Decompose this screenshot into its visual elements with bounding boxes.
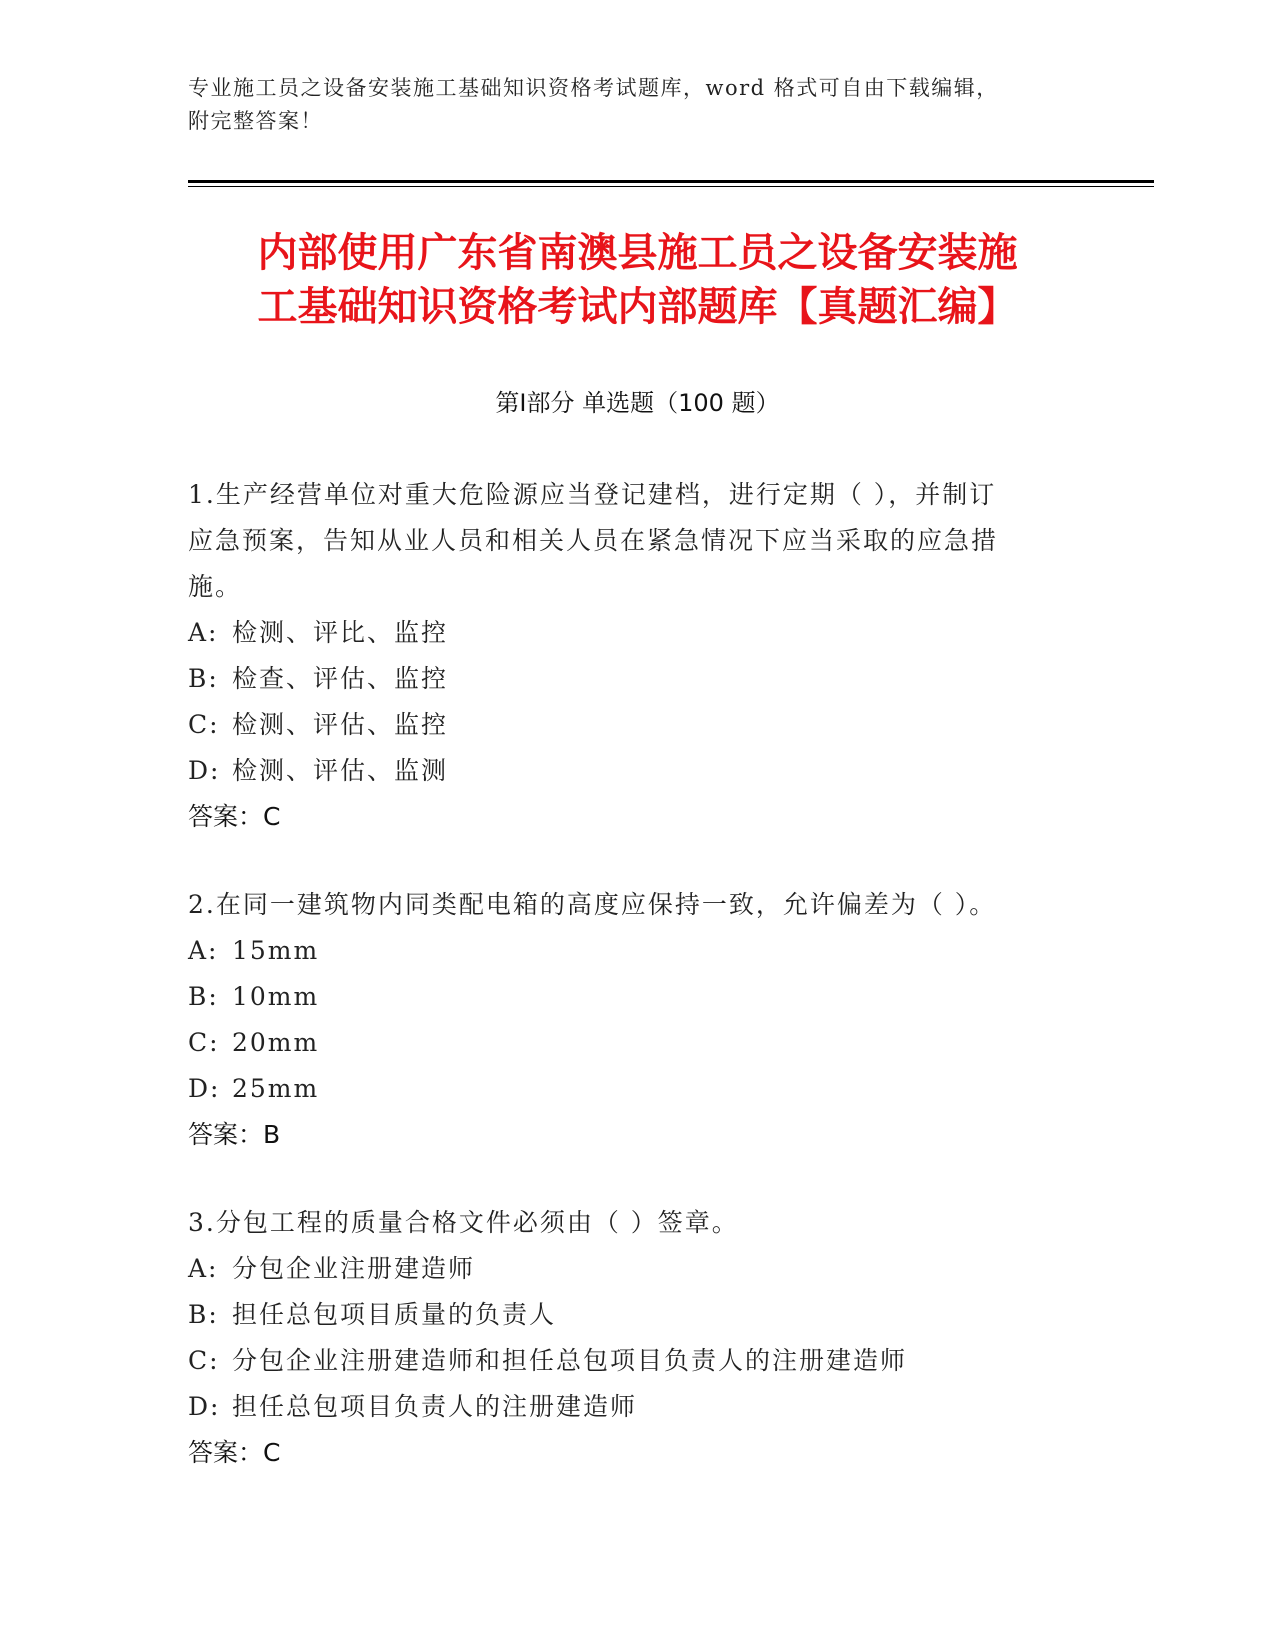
question-item — [188, 882, 1088, 1158]
option-b — [188, 974, 1088, 1020]
option-text: 检测、评估、监控 — [232, 710, 449, 739]
option-letter: D: — [188, 756, 221, 785]
option-text: 10mm — [232, 982, 320, 1011]
header-divider-thin — [188, 186, 1154, 187]
header-note-line: 附完整答案！ — [188, 109, 323, 133]
option-text: 分包企业注册建造师 — [232, 1254, 476, 1283]
option-d — [188, 1066, 1088, 1112]
option-text: 25mm — [232, 1074, 320, 1103]
question-stem-line: 施。 — [188, 572, 243, 601]
option-text: 15mm — [232, 936, 320, 965]
question-stem-line: 3.分包工程的质量合格文件必须由（ ）签章。 — [188, 1208, 739, 1237]
option-a — [188, 1246, 1088, 1292]
option-d — [188, 748, 1088, 794]
option-text: 检测、评比、监控 — [232, 618, 449, 647]
answer-line: 答案：C — [188, 802, 281, 831]
question-item — [188, 1200, 1088, 1476]
option-a — [188, 610, 1088, 656]
option-b — [188, 656, 1088, 702]
document-title — [0, 226, 1275, 334]
document-title-line: 内部使用广东省南澳县施工员之设备安装施 — [257, 230, 1018, 276]
question-stem-line: 1.生产经营单位对重大危险源应当登记建档，进行定期（ ），并制订 — [188, 480, 997, 509]
option-text: 担任总包项目负责人的注册建造师 — [232, 1392, 638, 1421]
answer-line: 答案：C — [188, 1438, 281, 1467]
question-stem-line: 应急预案，告知从业人员和相关人员在紧急情况下应当采取的应急措 — [188, 526, 999, 555]
document-title-line: 工基础知识资格考试内部题库【真题汇编】 — [257, 284, 1018, 330]
option-letter: A: — [188, 936, 219, 965]
option-a — [188, 928, 1088, 974]
option-letter: D: — [188, 1392, 221, 1421]
section-title: 第Ⅰ部分 单选题（100 题） — [495, 389, 780, 417]
answer-line: 答案：B — [188, 1120, 281, 1149]
option-d — [188, 1384, 1088, 1430]
option-letter: C: — [188, 1028, 220, 1057]
question-stem-line: 2.在同一建筑物内同类配电箱的高度应保持一致，允许偏差为（ ）。 — [188, 890, 997, 919]
option-letter: C: — [188, 710, 220, 739]
header-note — [188, 72, 1088, 138]
header-divider-thick — [188, 180, 1154, 183]
option-letter: B: — [188, 1300, 219, 1329]
option-letter: A: — [188, 1254, 219, 1283]
option-text: 检查、评估、监控 — [232, 664, 449, 693]
option-text: 检测、评估、监测 — [232, 756, 449, 785]
option-text: 20mm — [232, 1028, 320, 1057]
option-letter: C: — [188, 1346, 220, 1375]
option-letter: A: — [188, 618, 219, 647]
question-list — [188, 472, 1088, 1518]
question-item — [188, 472, 1088, 840]
option-letter: D: — [188, 1074, 221, 1103]
option-letter: B: — [188, 664, 219, 693]
option-c — [188, 702, 1088, 748]
option-b — [188, 1292, 1088, 1338]
option-c — [188, 1338, 1088, 1384]
header-note-line: 专业施工员之设备安装施工基础知识资格考试题库，word 格式可自由下载编辑， — [188, 76, 999, 100]
option-c — [188, 1020, 1088, 1066]
option-letter: B: — [188, 982, 219, 1011]
option-text: 担任总包项目质量的负责人 — [232, 1300, 557, 1329]
option-text: 分包企业注册建造师和担任总包项目负责人的注册建造师 — [232, 1346, 908, 1375]
